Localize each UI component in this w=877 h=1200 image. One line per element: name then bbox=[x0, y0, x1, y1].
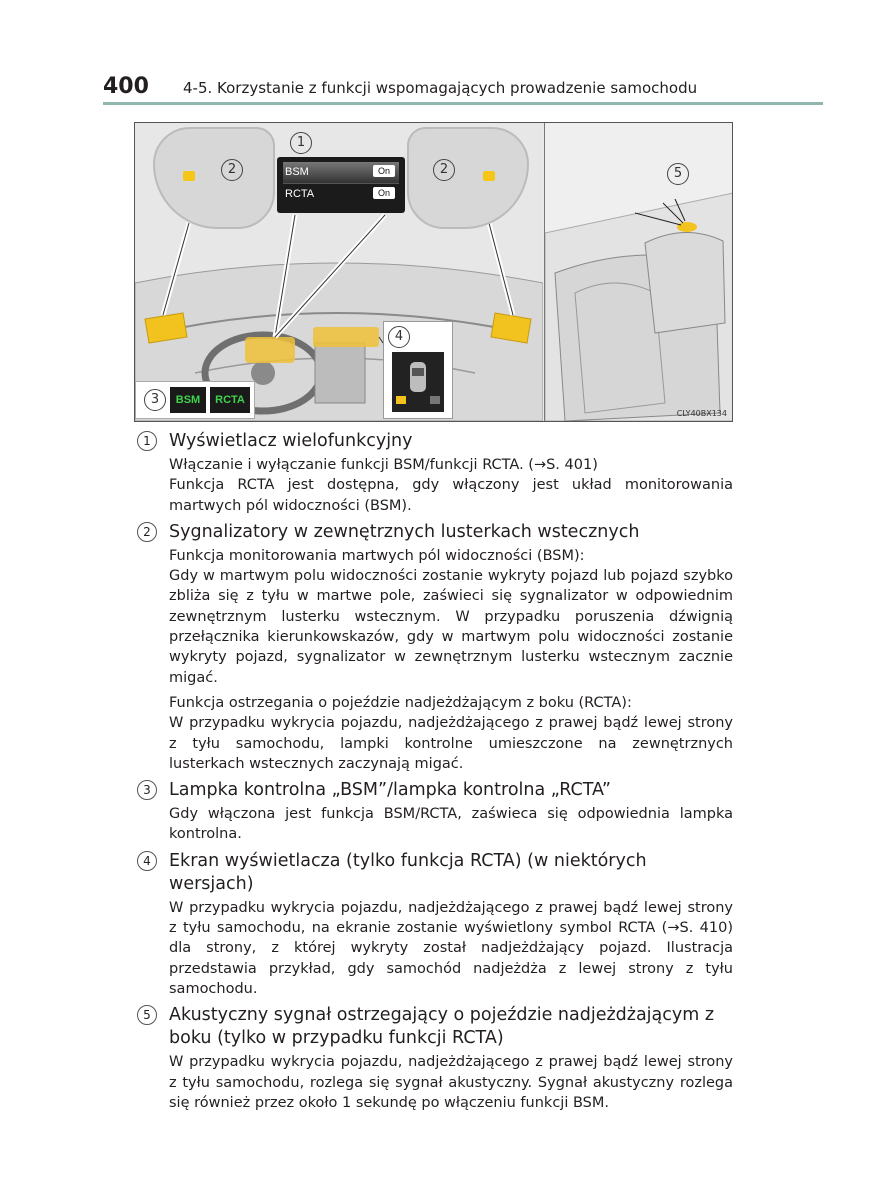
car-top-view-icon bbox=[392, 352, 444, 412]
indicator-lamps bbox=[135, 381, 255, 419]
section-title: 4-5. Korzystanie z funkcji wspomagających prowadzenie samochodu bbox=[183, 79, 698, 97]
callout-5: 5 bbox=[667, 163, 689, 185]
page-number: 400 bbox=[103, 74, 149, 99]
item-paragraph: W przypadku wykrycia pojazdu, nadjeżdżającego z prawej bądź lewej strony z tyłu samochodu, na ekranie zostanie wyświetlony symbol RCTA (→S. 410) dla strony, z której wykryty został nadjeżdżający pojazd. Ilustracja przedstawia przykład, gdy samochód nadjeżdża z lewej strony z tyłu samochodu. bbox=[169, 899, 733, 997]
item-title: Sygnalizatory w zewnętrznych lusterkach wstecznych bbox=[169, 521, 640, 542]
display-row-label: BSM bbox=[285, 166, 309, 178]
item-title: Wyświetlacz wielofunkcyjny bbox=[169, 431, 413, 451]
item-number: 2 bbox=[137, 522, 157, 542]
item-paragraph: W przypadku wykrycia pojazdu, nadjeżdżającego z prawej bądź lewej strony z tyłu samochodu, rozlega się sygnał akustyczny. Sygnał akustyczny rozlega się również przez około 1 sekundę po włączeniu funkcji BSM. bbox=[169, 1054, 733, 1111]
callout-2-right: 2 bbox=[433, 159, 455, 181]
rcta-lamp: RCTA bbox=[210, 387, 250, 413]
rcta-screen bbox=[392, 352, 444, 412]
item-heading bbox=[137, 430, 733, 453]
item-heading bbox=[137, 1004, 733, 1050]
bsm-lamp: BSM bbox=[170, 387, 206, 413]
item-paragraph: Funkcja ostrzegania o pojeździe nadjeżdżającym z boku (RCTA): W przypadku wykrycia pojazdu, nadjeżdżającego z prawej bądź lewej strony z tyłu samochodu, lampki kontrolne umieszczone na zewnętrznych lusterkach wstecznych zaczynają migać. bbox=[169, 694, 733, 772]
list-item bbox=[137, 1004, 733, 1113]
display-row-value: On bbox=[373, 187, 395, 199]
rear-seat-illustration bbox=[544, 123, 733, 421]
item-paragraph: Gdy włączona jest funkcja BSM/RCTA, zaświeca się odpowiednia lampka kontrolna. bbox=[169, 806, 733, 843]
item-number: 5 bbox=[137, 1005, 157, 1025]
callout-4: 4 bbox=[388, 326, 410, 348]
list-item bbox=[137, 430, 733, 516]
multi-information-display bbox=[277, 157, 405, 213]
header-divider bbox=[103, 102, 823, 105]
item-number: 3 bbox=[137, 780, 157, 800]
mirror-indicator-icon bbox=[183, 171, 195, 181]
list-item bbox=[137, 779, 733, 845]
item-paragraph: Włączanie i wyłączanie funkcji BSM/funkcji RCTA. (→S. 401) Funkcja RCTA jest dostępna, gdy włączony jest układ monitorowania martwych pól widoczności (BSM). bbox=[169, 457, 733, 514]
item-title: Lampka kontrolna „BSM”/lampka kontrolna „RCTA” bbox=[169, 780, 611, 801]
callout-2-left: 2 bbox=[221, 159, 243, 181]
callout-3: 3 bbox=[144, 389, 166, 411]
display-row bbox=[283, 162, 399, 184]
display-screen-inset bbox=[383, 321, 453, 419]
dashboard-illustration bbox=[135, 123, 543, 421]
item-list bbox=[137, 430, 733, 1118]
page-header bbox=[103, 72, 823, 106]
item-title: Ekran wyświetlacza (tylko funkcja RCTA) (w niektórych wersjach) bbox=[169, 850, 647, 894]
item-heading bbox=[137, 850, 733, 896]
mirror-indicator-icon bbox=[483, 171, 495, 181]
item-number: 1 bbox=[137, 431, 157, 451]
display-row bbox=[283, 184, 399, 205]
display-row-value: On bbox=[373, 165, 395, 177]
list-item bbox=[137, 850, 733, 999]
rear-seat-drawing bbox=[545, 123, 733, 421]
illustration bbox=[134, 122, 733, 422]
display-row-label: RCTA bbox=[285, 188, 315, 200]
item-number: 4 bbox=[137, 851, 157, 871]
item-paragraph: Funkcja monitorowania martwych pól widoczności (BSM): Gdy w martwym polu widoczności zostanie wykryty pojazd lub pojazd szybko zbliża się z tyłu w martwe pole, zaświeci się sygnalizator w odpowiednim zewnętrznym lusterku wstecznym. W przypadku poruszenia dźwignią przełącznika kierunkowskazów, gdy w martwym polu widoczności zostanie wykryty pojazd, sygnalizator w zewnętrznym lusterku wstecznym zacznie migać. bbox=[169, 547, 733, 686]
item-heading bbox=[137, 779, 733, 802]
item-title: Akustyczny sygnał ostrzegający o pojeździe nadjeżdżającym z boku (tylko w przypadku funkcji RCTA) bbox=[169, 1005, 715, 1049]
callout-1: 1 bbox=[290, 132, 312, 154]
item-heading bbox=[137, 521, 733, 544]
list-item bbox=[137, 521, 733, 774]
figure-code: CLY40BX134 bbox=[676, 409, 727, 418]
